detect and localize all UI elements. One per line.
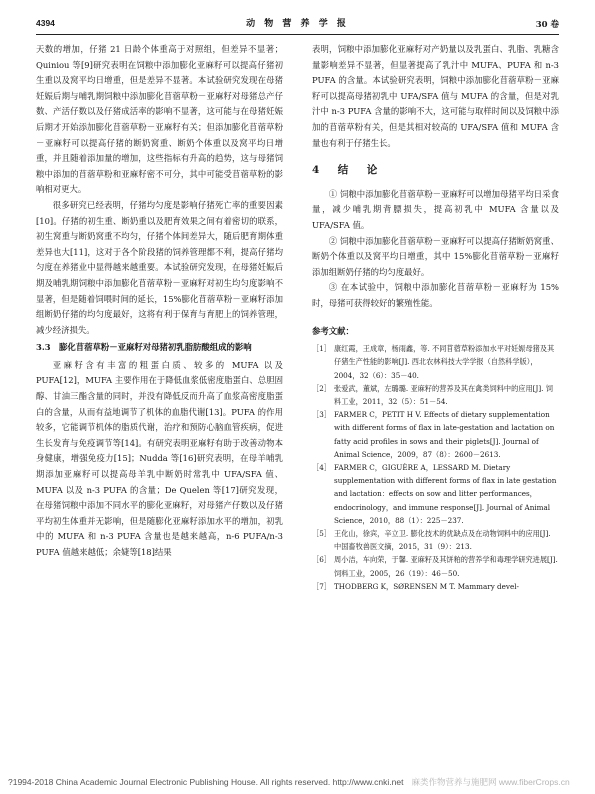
section-heading-4: 4 结 论 (312, 164, 382, 177)
reference-number: ［3］ (312, 410, 331, 420)
reference-number: ［6］ (312, 555, 331, 565)
volume-label: 30 卷 (535, 20, 559, 30)
reference-item (312, 342, 559, 382)
reference-item (312, 382, 559, 408)
page-number: 4394 (36, 18, 55, 28)
conclusion-item: ② 饲粮中添加膨化苜蓿草粉－亚麻籽可以提高仔猪断奶窝重、断奶个体重以及窝平均日增重，其中 15%膨化苜蓿草粉－亚麻籽添加组断奶仔猪的均匀度最好。 (312, 235, 559, 277)
reference-number: ［2］ (312, 383, 331, 393)
references-heading: 参考文献： (312, 325, 354, 336)
reference-text: 康红霞，王成章，杨雨鑫，等. 不同苜蓿草粉添加水平对妊娠母猪及其仔猪生产性能的影响[J]. 西北农林科技大学学报（自然科学版），2004，32（6）：35－40. (334, 344, 555, 380)
reference-item (312, 527, 559, 553)
reference-list (312, 342, 559, 593)
reference-item (312, 461, 559, 527)
reference-number: ［4］ (312, 462, 331, 472)
reference-text: THODBERG K，SØRENSEN M T. Mammary devel- (334, 581, 519, 591)
page-footer (8, 776, 587, 788)
paragraph: 天数的增加，仔猪 21 日龄个体重高于对照组，但差异不显著；Quiniou 等[9]研究表明在饲粮中添加膨化亚麻籽可以提高仔猪初生重以及窝平均日增重，但是差异不显著。本试验研究发现在母猪妊娠后期与哺乳期饲粮中添加膨化苜蓿草粉－亚麻籽对母猪总产仔数、产活仔数以及仔猪成活率的影响不显著，这可能与在母猪妊娠后期才开始添加膨化苜蓿草粉－亚麻籽有关；但添加膨化苜蓿草粉－亚麻籽可以提高仔猪的断奶窝重、断奶个体重以及窝平均日增重，并且随着添加量的增加，这些指标有升高的趋势，这与母猪饲粮中添加的苜蓿草粉和亚麻籽密不可分，其中可能受苜蓿草粉的影响相对更大。 (36, 44, 283, 195)
conclusion-item: ③ 在本试验中，饲粮中添加膨化苜蓿草粉－亚麻籽为 15%时，母猪可获得较好的繁殖性能。 (312, 282, 559, 308)
conclusion-item: ① 饲粮中添加膨化苜蓿草粉－亚麻籽可以增加母猪平均日采食量，减少哺乳期背膘损失，提高初乳中 MUFA 含量以及 UFA/SFA 值。 (312, 188, 559, 230)
right-column (312, 42, 559, 593)
header-rule (36, 34, 559, 35)
watermark: 麻类作物营养与施肥网 www.fiberCrops.cn (411, 777, 570, 787)
page-header (36, 14, 559, 34)
copyright-notice: ?1994-2018 China Academic Journal Electronic Publishing House. All rights reserved. http://www.cnki.net (8, 777, 404, 787)
journal-title: 动 物 营 养 学 报 (246, 19, 349, 29)
reference-item (312, 553, 559, 579)
paragraph: 很多研究已经表明，仔猪均匀度是影响仔猪死亡率的重要因素[10]。仔猪的初生重、断奶重以及肥育效果之间有着密切的联系，初生窝重与断奶窝重不均匀，仔猪个体间差异大，随后肥育期体重差异也大[11]，这对于各个阶段猪的饲养管理都不利，提高仔猪均匀度在养猪业中显得越来越重要。本试验研究发现，在母猪妊娠后期及哺乳期饲粮中添加膨化苜蓿草粉－亚麻籽对初生均匀度影响不显著，但是随着饲喂时间的延长，15%膨化苜蓿草粉－亚麻籽添加组断奶仔猪的均匀度最好，这将有利于保育与育肥上的饲养管理，减少经济损失。 (36, 199, 283, 335)
reference-item (312, 408, 559, 461)
paragraph: 亚麻籽含有丰富的粗蛋白质、较多的 MUFA 以及 PUFA[12]，MUFA 主要作用在于降低血浆低密度脂蛋白、总胆固醇、甘油三酯含量的同时，并没有降低反而升高了血浆高密度脂蛋白的含量，从而有益地调节了机体的血脂代谢[13]。PUFA 的作用较多，它能调节机体的脂质代谢，治疗和预防心脑血管疾病，促进生长发育与免疫调节等[14]。有研究表明亚麻籽有助于改善动物本身健康，增强免疫力[15]；Nudda 等[16]研究表明，在母羊哺乳期添加亚麻籽可以提高母羊乳中断奶时常乳中 UFA/SFA 值、MUFA 以及 n-3 PUFA 的含量；De Quelen 等[17]研究发现，在母猪饲粮中添加不同水平的膨化亚麻籽，对母猪产仔数以及仔猪平均初生体重并无影响，但是随膨化亚麻籽添加水平的增加，初乳中的 MUFA 和 n-3 PUFA 含量也是越来越高，n-6 PUFA/n-3 PUFA 值越来越低；余婕等[18]结果 (36, 359, 283, 557)
reference-number: ［7］ (312, 581, 331, 591)
reference-text: FARMER C，PETIT H V. Effects of dietary supplementation with different forms of flax in late-gestation and lactation on fatty acid profiles in sows and their piglets[J]. Journal of Animal Science，2009，87（8）：2600－2613. (334, 410, 555, 459)
reference-number: ［1］ (312, 344, 331, 354)
reference-text: 张爱武，董斌，左璐璐. 亚麻籽的营养及其在禽类饲料中的应用[J]. 饲料工业，2011，32（5）：51－54. (334, 383, 553, 406)
reference-text: 王化山，徐宾，辛立卫. 膨化技术的优缺点及在动物饲料中的应用[J]. 中国畜牧兽医文摘，2015，31（9）：213. (334, 528, 551, 552)
paragraph: 表明，饲粮中添加膨化亚麻籽对产奶量以及乳蛋白、乳脂、乳糖含量影响差异不显著，但显著提高了乳汁中 MUFA、PUFA 和 n-3 PUFA 的含量。本试验研究表明，饲粮中添加膨化苜蓿草粉－亚麻籽可以提高母猪初乳中 UFA/SFA 值与 MUFA 的含量，但是对乳汁中 n-3 PUFA 含量的影响不大，这可能与取样时间以及饲粮中添加的苜蓿草粉有关，但是其相对较高的 UFA/SFA 值和 MUFA 含量也有利于仔猪生长。 (312, 44, 559, 148)
reference-text: FARMER C，GIGUÈRE A，LESSARD M. Dietary supplementation with different forms of flax in late gestation and lactation：effects on sow and litter performances，endocrinology，and immune response[J]. Journal of Animal Science，2010，88（1）：225－237. (334, 462, 557, 525)
section-heading-3-3: 3.3 膨化苜蓿草粉－亚麻籽对母猪初乳脂肪酸组成的影响 (36, 342, 252, 353)
reference-text: 周小洁，车向荣，于馨. 亚麻籽及其饼粕的营养学和毒理学研究进展[J]. 饲料工业，2005，26（19）：46－50. (334, 555, 558, 578)
reference-item (312, 580, 559, 593)
left-column (36, 42, 283, 561)
reference-number: ［5］ (312, 528, 331, 538)
